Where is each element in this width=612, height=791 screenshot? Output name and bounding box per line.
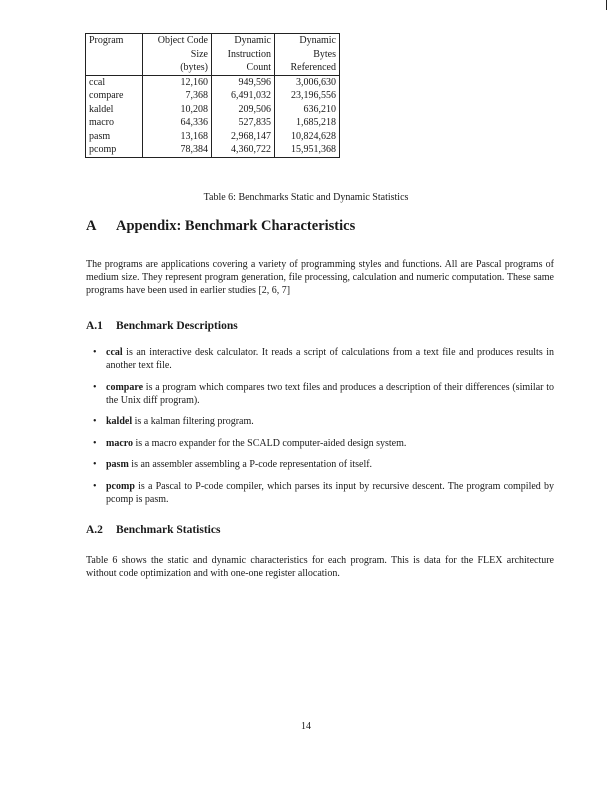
section-heading <box>86 218 355 235</box>
cell-instr-count: 2,968,147 <box>212 130 275 144</box>
cell-program: pcomp <box>86 143 143 157</box>
table-row <box>86 116 340 130</box>
program-name: macro <box>106 437 134 449</box>
bullet-icon: • <box>93 416 97 427</box>
cell-size: 64,336 <box>143 116 212 130</box>
list-item <box>86 415 554 428</box>
header-dynamic-instr-3: Count <box>212 61 275 75</box>
cell-bytes-ref: 3,006,630 <box>275 75 340 89</box>
table-row <box>86 89 340 103</box>
program-description: is an assembler assembling a P-code representation of itself. <box>128 459 373 470</box>
program-description: is a Pascal to P-code compiler, which parses its input by recursive descent. The program compiled by pcomp is pasm. <box>106 480 554 505</box>
header-program-3 <box>86 61 143 75</box>
benchmark-stats-table <box>85 33 340 158</box>
list-item <box>86 381 554 407</box>
program-description: is a macro expander for the SCALD computer-aided design system. <box>133 437 407 449</box>
bullet-icon: • <box>93 347 97 358</box>
program-name: compare <box>106 381 144 393</box>
bullet-icon: • <box>93 437 97 449</box>
subsection-heading-statistics <box>86 524 220 536</box>
header-program: Program <box>86 34 143 48</box>
header-object-code-2: Size <box>143 48 212 62</box>
cell-program: pasm <box>86 130 143 144</box>
cell-size: 12,160 <box>143 75 212 89</box>
statistics-paragraph: Table 6 shows the static and dynamic characteristics for each program. This is data for the FLEX architecture without code optimization and with one-one register allocation. <box>86 555 554 579</box>
list-item <box>86 480 554 506</box>
subsection-number: A.2 <box>86 524 103 536</box>
program-description: is a program which compares two text files and produces a description of their differences (similar to the Unix diff program). <box>106 381 554 406</box>
list-item <box>86 437 554 450</box>
cell-size: 13,168 <box>143 130 212 144</box>
header-program-2 <box>86 48 143 62</box>
intro-paragraph: The programs are applications covering a variety of programming styles and functions. All are Pascal programs of medium size. They represent program generation, file processing, calculation and numeric computation. These same programs have been used in earlier studies [2, 6, 7] <box>86 259 554 296</box>
section-number: A <box>86 218 97 234</box>
subsection-title: Benchmark Descriptions <box>116 320 238 332</box>
table-row <box>86 75 340 89</box>
header-object-code-3: (bytes) <box>143 61 212 75</box>
header-object-code: Object Code <box>143 34 212 48</box>
program-name: pcomp <box>106 480 135 492</box>
table-row <box>86 130 340 144</box>
cell-bytes-ref: 1,685,218 <box>275 116 340 130</box>
cell-instr-count: 209,506 <box>212 103 275 117</box>
subsection-title: Benchmark Statistics <box>116 524 221 536</box>
scan-edge-mark <box>606 0 607 10</box>
header-dynamic-bytes-3: Referenced <box>275 61 340 75</box>
section-title: Appendix: Benchmark Characteristics <box>116 218 356 234</box>
bullet-icon: • <box>93 381 97 393</box>
benchmark-list <box>86 346 554 514</box>
list-item <box>86 346 554 372</box>
header-dynamic-bytes: Dynamic <box>275 34 340 48</box>
table-row <box>86 143 340 157</box>
program-name: kaldel <box>106 416 133 427</box>
page-number: 14 <box>301 721 311 732</box>
bullet-icon: • <box>93 459 97 470</box>
cell-bytes-ref: 15,951,368 <box>275 143 340 157</box>
cell-instr-count: 6,491,032 <box>212 89 275 103</box>
cell-size: 7,368 <box>143 89 212 103</box>
subsection-heading-descriptions <box>86 320 238 332</box>
header-dynamic-instr-2: Instruction <box>212 48 275 62</box>
table-row <box>86 103 340 117</box>
cell-bytes-ref: 10,824,628 <box>275 130 340 144</box>
program-description: is an interactive desk calculator. It reads a script of calculations from a text file and produces results in another text file. <box>106 347 554 371</box>
cell-instr-count: 949,596 <box>212 75 275 89</box>
cell-bytes-ref: 636,210 <box>275 103 340 117</box>
list-item <box>86 458 554 471</box>
cell-size: 10,208 <box>143 103 212 117</box>
program-name: ccal <box>106 347 123 358</box>
cell-instr-count: 527,835 <box>212 116 275 130</box>
program-description: is a kalman filtering program. <box>132 416 254 427</box>
subsection-number: A.1 <box>86 320 103 332</box>
cell-bytes-ref: 23,196,556 <box>275 89 340 103</box>
program-name: pasm <box>106 459 129 470</box>
header-dynamic-instr: Dynamic <box>212 34 275 48</box>
table-caption: Table 6: Benchmarks Static and Dynamic Statistics <box>203 192 409 203</box>
header-dynamic-bytes-2: Bytes <box>275 48 340 62</box>
cell-program: macro <box>86 116 143 130</box>
bullet-icon: • <box>93 480 97 492</box>
cell-program: compare <box>86 89 143 103</box>
cell-instr-count: 4,360,722 <box>212 143 275 157</box>
cell-program: ccal <box>86 75 143 89</box>
cell-program: kaldel <box>86 103 143 117</box>
cell-size: 78,384 <box>143 143 212 157</box>
